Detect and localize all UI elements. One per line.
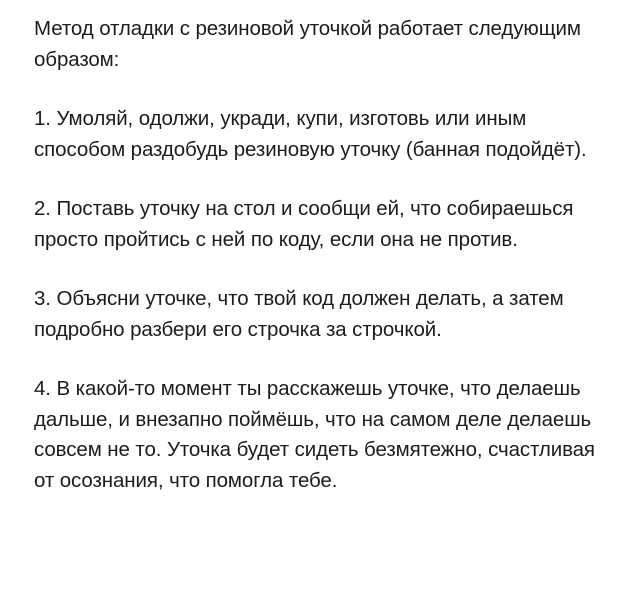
step-1-paragraph: 1. Умоляй, одолжи, укради, купи, изготовь или иным способом раздобудь резиновую уточку (банная подойдёт). <box>34 107 587 161</box>
step-2-paragraph: 2. Поставь уточку на стол и сообщи ей, что собираешься просто пройтись с ней по коду, если она не против. <box>34 197 574 251</box>
text-document <box>34 14 609 496</box>
intro-paragraph: Метод отладки с резиновой уточкой работает следующим образом: <box>34 17 581 71</box>
step-3-paragraph: 3. Объясни уточке, что твой код должен делать, а затем подробно разбери его строчка за строчкой. <box>34 287 564 341</box>
step-4-paragraph: 4. В какой-то момент ты расскажешь уточке, что делаешь дальше, и внезапно поймёшь, что на самом деле делаешь совсем не то. Уточка будет сидеть безмятежно, счастливая от осознания, что помогла тебе. <box>34 377 595 492</box>
